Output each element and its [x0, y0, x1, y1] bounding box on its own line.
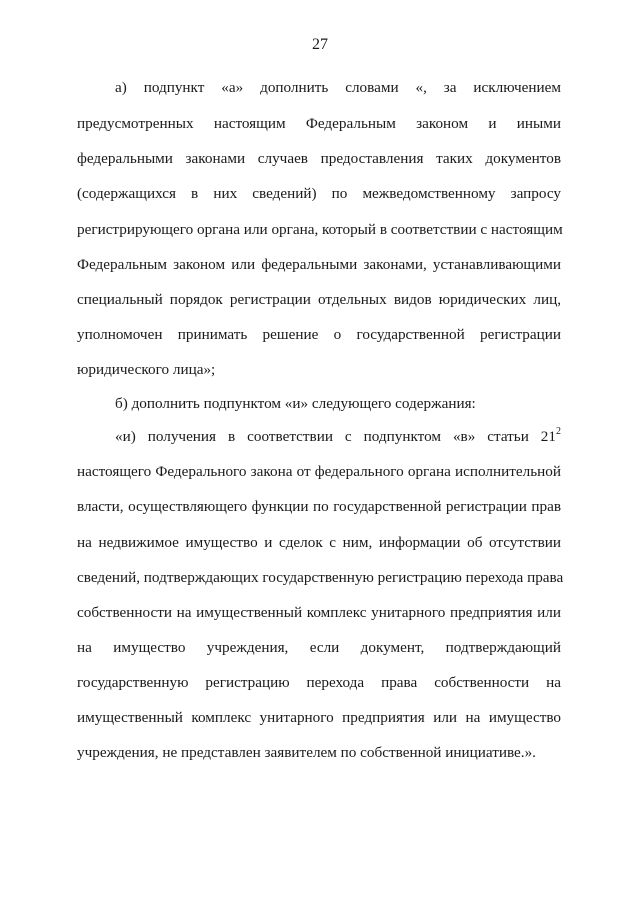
paragraph-a-line: (содержащихся в них сведений) по межведомственному запросу: [77, 185, 561, 202]
paragraph-a-line: а) подпункт «а» дополнить словами «, за исключением: [115, 79, 561, 96]
paragraph-i-line: учреждения, не представлен заявителем по собственной инициативе.».: [77, 744, 536, 761]
paragraph-a-line: регистрирующего органа или органа, который в соответствии с настоящим: [77, 221, 563, 238]
paragraph-a-line: предусмотренных настоящим Федеральным законом и иными: [77, 115, 561, 132]
paragraph-b-line: б) дополнить подпунктом «и» следующего содержания:: [115, 395, 476, 412]
paragraph-i-first-line: [115, 427, 561, 447]
superscript: 2: [556, 426, 561, 437]
paragraph-a-line: специальный порядок регистрации отдельных видов юридических лиц,: [77, 291, 561, 308]
paragraph-i-line: настоящего Федерального закона от федерального органа исполнительной: [77, 463, 561, 480]
paragraph-i-line: имущественный комплекс унитарного предприятия или на имущество: [77, 709, 561, 726]
paragraph-i-line: власти, осуществляющего функции по государственной регистрации прав: [77, 498, 561, 515]
paragraph-i-line: на имущество учреждения, если документ, подтверждающий: [77, 639, 561, 656]
paragraph-a-line: Федеральным законом или федеральными законами, устанавливающими: [77, 256, 561, 273]
paragraph-i-line: на недвижимое имущество и сделок с ним, информации об отсутствии: [77, 534, 561, 551]
paragraph-a-line: уполномочен принимать решение о государственной регистрации: [77, 326, 561, 343]
paragraph-i-line: государственную регистрацию перехода права собственности на: [77, 674, 561, 691]
paragraph-a-line: юридического лица»;: [77, 361, 216, 378]
page-number: 27: [312, 36, 328, 53]
paragraph-i-first-line-text: «и) получения в соответствии с подпунктом «в» статьи 21: [115, 428, 556, 445]
paragraph-i-line: собственности на имущественный комплекс унитарного предприятия или: [77, 604, 561, 621]
paragraph-i-line: сведений, подтверждающих государственную регистрацию перехода права: [77, 569, 564, 586]
paragraph-a-line: федеральными законами случаев предоставления таких документов: [77, 150, 561, 167]
